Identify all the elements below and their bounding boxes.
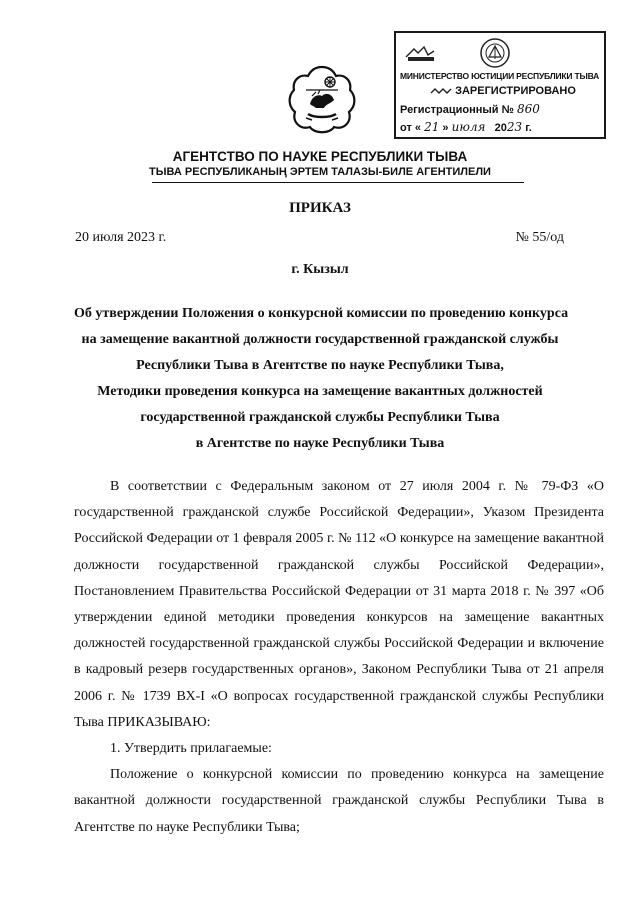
- order-body: [74, 474, 604, 841]
- stamp-date-month: июля: [451, 120, 486, 134]
- stamp-reg-label: Регистрационный №: [400, 104, 514, 116]
- item-1: 1. Утвердить прилагаемые:: [110, 741, 272, 757]
- subject-line: государственной гражданской службы Республики Тыва: [140, 410, 500, 425]
- agency-name-ru: АГЕНТСТВО ПО НАУКЕ РЕСПУБЛИКИ ТЫВА: [172, 149, 468, 164]
- stamp-registered: [430, 85, 576, 97]
- stamp-date-year-suffix: 23: [506, 120, 523, 134]
- stamp-date-year-prefix: 20: [494, 122, 507, 134]
- agency-name-tyv: ТЫВА РЕСПУБЛИКАНЫҢ ЭРТЕМ ТАЛАЗЫ-БИЛЕ АГЕНТИЛЕЛИ: [149, 166, 491, 178]
- subject-line: Республики Тыва в Агентстве по науке Республики Тыва,: [136, 358, 504, 373]
- registration-stamp: [394, 31, 606, 139]
- tuva-coat-of-arms-icon: [286, 64, 358, 136]
- stamp-registered-text: ЗАРЕГИСТРИРОВАНО: [455, 85, 576, 97]
- order-number: № 55/од: [515, 230, 564, 245]
- subject-line: в Агентстве по науке Республики Тыва: [195, 436, 445, 451]
- header-divider: [152, 182, 524, 183]
- stamp-ornament-icon: [430, 87, 452, 95]
- stamp-date-mid: »: [442, 122, 449, 134]
- ministry-small-emblem-icon: [404, 43, 464, 65]
- subject-line: Об утверждении Положения о конкурсной комиссии по проведению конкурса: [74, 306, 569, 321]
- stamp-date-suffix: г.: [525, 122, 532, 134]
- stamp-reg-value: 860: [516, 102, 540, 116]
- order-city: г. Кызыл: [291, 262, 349, 277]
- order-date: 20 июля 2023 г.: [75, 230, 167, 245]
- stamp-reg-number: [400, 102, 540, 116]
- stamp-date-day: 21: [424, 120, 440, 134]
- order-subject: [74, 301, 569, 457]
- item-1-paragraph: Положение о конкурсной комиссии по проведению конкурса на замещение вакантной должности государственной гражданской службы Республики Тыва в Агентстве по науке Республики Тыва;: [74, 767, 604, 835]
- subject-line: на замещение вакантной должности государственной гражданской службы: [81, 332, 559, 347]
- preamble-paragraph: В соответствии с Федеральным законом от 27 июля 2004 г. № 79-ФЗ «О государственной гражданской службе Российской Федерации», Указом Президента Российской Федерации от 1 февраля 2005 г. № 112 «О конкурсе на замещение вакантной должности государственной гражданской службы Российской Федерации», Постановлением Правительства Российской Федерации от 31 марта 2018 г. № 397 «Об утверждении единой методики проведения конкурсов на замещение вакантных должностей государственной гражданской службы Российской Федерации и включение в кадровый резерв государственных органов», Законом Республики Тыва от 21 апреля 2006 г. № 1739 ВХ-I «О вопросах государственной гражданской службы Республики Тыва ПРИКАЗЫВАЮ:: [74, 479, 604, 730]
- stamp-date-prefix: от «: [400, 122, 422, 134]
- doc-title: ПРИКАЗ: [289, 200, 351, 216]
- subject-line: Методики проведения конкурса на замещение вакантных должностей: [97, 384, 543, 399]
- stamp-ministry: МИНИСТЕРСТВО ЮСТИЦИИ РЕСПУБЛИКИ ТЫВА: [400, 71, 600, 81]
- stamp-reg-date: [400, 120, 532, 134]
- ministry-emblem-icon: [478, 37, 512, 69]
